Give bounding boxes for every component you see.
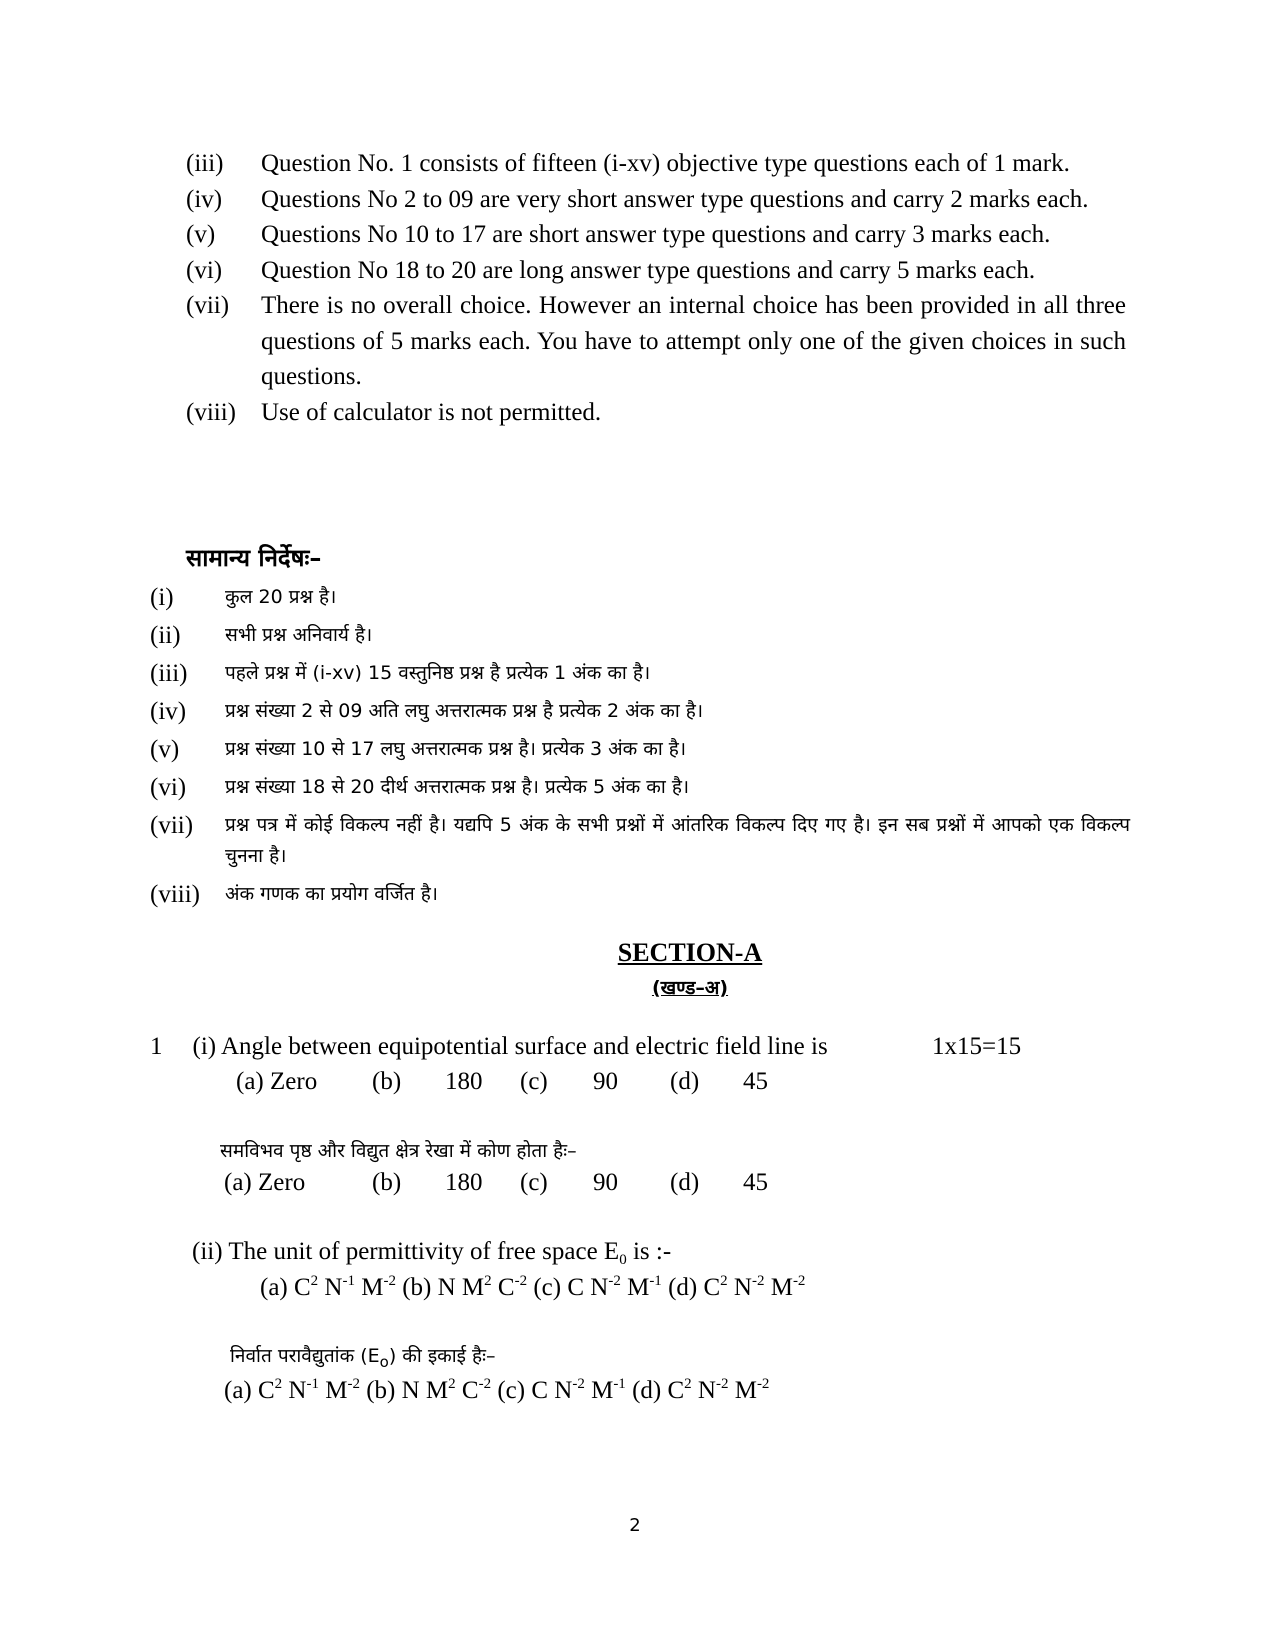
question-1-stem (150, 1033, 828, 1061)
unit: M (318, 1377, 348, 1404)
superscript: -2 (572, 1376, 585, 1392)
instruction-number: (vii) (186, 292, 230, 319)
option-d-label: (d) (670, 1169, 700, 1196)
instruction-number: (v) (186, 221, 216, 248)
unit: M (620, 1274, 650, 1301)
superscript: -2 (608, 1273, 621, 1289)
question-options-hindi (224, 1169, 768, 1197)
instruction-item (150, 772, 1130, 803)
option-b-value: 180 (445, 1068, 483, 1095)
unit: M (728, 1377, 757, 1404)
option-c-value: 90 (593, 1169, 618, 1196)
instruction-number: (iv) (150, 698, 187, 725)
instruction-item (150, 810, 1130, 872)
instruction-text: Questions No 2 to 09 are very short answer type questions and carry 2 marks each. (261, 185, 1089, 213)
instruction-number: (vi) (150, 774, 187, 801)
option-b-label: (b) (372, 1169, 402, 1196)
instruction-item (150, 582, 1130, 613)
question-text: The unit of permittivity of free space E (228, 1238, 620, 1265)
option-b-label: (b) (372, 1068, 402, 1095)
unit: M (584, 1377, 614, 1404)
instruction-text: Question No. 1 consists of fifteen (i-xv) objective type questions each of 1 mark. (261, 150, 1070, 177)
superscript: -2 (383, 1273, 396, 1289)
question-text-end: is :- (626, 1238, 672, 1265)
instruction-text: Use of calculator is not permitted. (261, 398, 602, 426)
option-c: (c) C N (491, 1377, 573, 1404)
subscript: o (379, 1353, 389, 1371)
section-title: SECTION-A (617, 938, 763, 967)
option-d-value: 45 (743, 1068, 768, 1095)
superscript: 2 (274, 1376, 283, 1392)
unit: C (491, 1274, 515, 1301)
question-part: (ii) (192, 1238, 223, 1265)
unit: N (691, 1377, 716, 1404)
question-2-options-hindi (224, 1376, 769, 1405)
english-instructions (186, 146, 1126, 430)
instruction-number: (viii) (150, 881, 200, 908)
instruction-number: (ii) (150, 622, 181, 649)
option-d: (d) C (625, 1377, 685, 1404)
option-c-label: (c) (520, 1068, 548, 1095)
question-2-stem (192, 1238, 671, 1269)
instruction-text: प्रश्न संख्या 10 से 17 लघु अत्तरात्मक प्रश्न है। प्रत्येक 3 अंक का है। (225, 738, 687, 760)
superscript: -1 (613, 1376, 626, 1392)
question-2-hindi-text (230, 1342, 495, 1371)
superscript: -1 (306, 1376, 319, 1392)
unit: N (318, 1274, 343, 1301)
option-c-label: (c) (520, 1169, 548, 1196)
instruction-item (150, 696, 1130, 727)
instruction-text: कुल 20 प्रश्न है। (225, 586, 337, 608)
instruction-text: प्रश्न संख्या 18 से 20 दीर्थ अत्तरात्मक प्रश्न है। प्रत्येक 5 अंक का है। (225, 776, 690, 798)
instruction-item (186, 182, 1126, 218)
hindi-text: ) की इकाई हैः– (388, 1345, 496, 1367)
instruction-item (186, 146, 1126, 182)
subscript: 0 (619, 1252, 627, 1268)
question-2-options (260, 1273, 805, 1302)
instruction-number: (vi) (186, 256, 223, 284)
question-number: 1 (150, 1033, 163, 1060)
superscript: -2 (347, 1376, 360, 1392)
option-a: (a) Zero (236, 1068, 318, 1095)
unit: M (354, 1274, 384, 1301)
hindi-instructions (150, 582, 1130, 917)
instruction-number: (iv) (186, 185, 223, 213)
option-b: (b) N M (359, 1377, 449, 1404)
instruction-text: पहले प्रश्न में (i-xv) 15 वस्तुनिष्ठ प्रश्न है प्रत्येक 1 अंक का है। (225, 662, 651, 684)
instruction-text: There is no overall choice. However an internal choice has been provided in all three questions of 5 marks each. You have to attempt only one of the given choices in such questions. (261, 292, 1126, 390)
section-subtitle: (खण्ड–अ) (651, 977, 729, 999)
option-b: (b) N M (395, 1274, 485, 1301)
superscript: 2 (684, 1376, 692, 1392)
question-part: (i) (192, 1033, 217, 1060)
unit: C (455, 1377, 479, 1404)
instruction-text: Question No 18 to 20 are long answer type questions and carry 5 marks each. (261, 256, 1036, 284)
option-a: (a) C (224, 1377, 275, 1404)
unit: M (764, 1274, 793, 1301)
option-d-value: 45 (743, 1169, 768, 1196)
superscript: -2 (478, 1376, 492, 1392)
instruction-text: अंक गणक का प्रयोग वर्जित है। (225, 883, 438, 905)
option-d: (d) C (661, 1274, 721, 1301)
superscript: 2 (720, 1273, 728, 1289)
instruction-item (150, 879, 1130, 910)
instruction-text: प्रश्न पत्र में कोई विकल्प नहीं है। यद्यपि 5 अंक के सभी प्रश्नों में आंतरिक विकल्प दिए गए है। इन सब प्रश्नों में आपको एक विकल्प चुनना है। (225, 814, 1130, 867)
instruction-item (186, 395, 1126, 431)
option-c: (c) C N (527, 1274, 609, 1301)
superscript: -2 (756, 1376, 770, 1392)
option-b-value: 180 (445, 1169, 483, 1196)
question-text: Angle between equipotential surface and electric field line is (220, 1033, 828, 1060)
instruction-item (186, 217, 1126, 253)
superscript: -2 (751, 1273, 765, 1289)
hindi-text: निर्वात परावैद्युतांक (E (230, 1345, 380, 1367)
superscript: -2 (514, 1273, 528, 1289)
unit: N (727, 1274, 752, 1301)
instruction-item (186, 253, 1126, 289)
instruction-number: (iii) (150, 660, 188, 687)
option-a: (a) C (260, 1274, 311, 1301)
instruction-number: (viii) (186, 398, 236, 426)
superscript: 2 (310, 1273, 319, 1289)
option-c-value: 90 (593, 1068, 618, 1095)
superscript: -2 (715, 1376, 729, 1392)
option-a: (a) Zero (224, 1169, 306, 1196)
instruction-item (186, 288, 1126, 395)
question-hindi-text: समविभव पृष्ठ और विद्युत क्षेत्र रेखा में कोण होता हैः– (220, 1140, 577, 1162)
superscript: -2 (792, 1273, 806, 1289)
superscript: 2 (448, 1376, 456, 1392)
instruction-number: (vii) (150, 812, 194, 839)
hindi-instructions-heading: सामान्य निर्देषः– (186, 544, 322, 572)
option-d-label: (d) (670, 1068, 700, 1095)
unit: N (282, 1377, 307, 1404)
instruction-text: Questions No 10 to 17 are short answer type questions and carry 3 marks each. (261, 221, 1051, 248)
superscript: -1 (342, 1273, 355, 1289)
superscript: -1 (649, 1273, 662, 1289)
instruction-item (150, 734, 1130, 765)
instruction-item (150, 658, 1130, 689)
instruction-item (150, 620, 1130, 651)
question-marks: 1x15=15 (932, 1033, 1022, 1060)
question-options (236, 1068, 768, 1096)
instruction-number: (iii) (186, 150, 224, 177)
instruction-text: प्रश्न संख्या 2 से 09 अति लघु अत्तरात्मक प्रश्न है प्रत्येक 2 अंक का है। (225, 700, 704, 722)
page-number: 2 (629, 1515, 641, 1536)
instruction-number: (i) (150, 584, 174, 611)
instruction-text: सभी प्रश्न अनिवार्य है। (225, 624, 373, 646)
instruction-number: (v) (150, 736, 180, 763)
superscript: 2 (484, 1273, 492, 1289)
